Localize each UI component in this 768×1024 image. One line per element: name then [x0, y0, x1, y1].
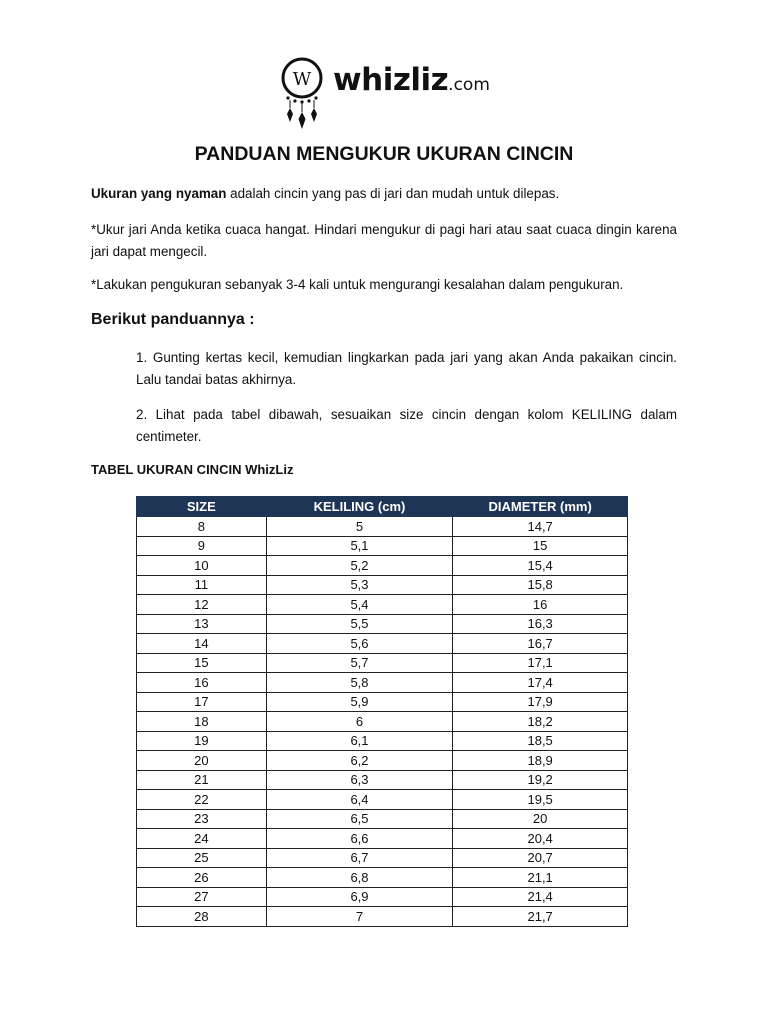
cell-size: 9 — [137, 536, 267, 556]
cell-circumference: 6,8 — [266, 868, 453, 888]
cell-size: 26 — [137, 868, 267, 888]
table-row — [137, 712, 628, 732]
table-row — [137, 751, 628, 771]
cell-diameter: 19,2 — [453, 770, 628, 790]
cell-circumference: 6,5 — [266, 809, 453, 829]
table-row — [137, 634, 628, 654]
cell-size: 11 — [137, 575, 267, 595]
cell-circumference: 5,1 — [266, 536, 453, 556]
cell-diameter: 21,4 — [453, 887, 628, 907]
table-row — [137, 614, 628, 634]
cell-diameter: 17,4 — [453, 673, 628, 693]
cell-diameter: 20,4 — [453, 829, 628, 849]
cell-size: 12 — [137, 595, 267, 615]
cell-diameter: 18,5 — [453, 731, 628, 751]
cell-size: 21 — [137, 770, 267, 790]
intro-bold: Ukuran yang nyaman — [91, 186, 227, 201]
cell-circumference: 5,3 — [266, 575, 453, 595]
cell-size: 17 — [137, 692, 267, 712]
header-diameter: DIAMETER (mm) — [453, 497, 628, 517]
cell-diameter: 15 — [453, 536, 628, 556]
cell-circumference: 6,6 — [266, 829, 453, 849]
table-row — [137, 653, 628, 673]
cell-circumference: 6,1 — [266, 731, 453, 751]
logo-letter: W — [292, 69, 312, 90]
cell-size: 19 — [137, 731, 267, 751]
cell-size: 8 — [137, 517, 267, 537]
cell-diameter: 19,5 — [453, 790, 628, 810]
cell-diameter: 20 — [453, 809, 628, 829]
table-row — [137, 770, 628, 790]
cell-circumference: 6,2 — [266, 751, 453, 771]
note-warm-weather: *Ukur jari Anda ketika cuaca hangat. Hindari mengukur di pagi hari atau saat cuaca dingin karena jari dapat mengecil. — [91, 222, 677, 259]
cell-circumference: 5,8 — [266, 673, 453, 693]
dreamcatcher-logo-icon — [276, 56, 328, 132]
table-row — [137, 517, 628, 537]
cell-circumference: 5,5 — [266, 614, 453, 634]
intro-rest: adalah cincin yang pas di jari dan mudah untuk dilepas. — [226, 186, 560, 201]
cell-diameter: 16 — [453, 595, 628, 615]
cell-diameter: 18,2 — [453, 712, 628, 732]
cell-diameter: 16,3 — [453, 614, 628, 634]
table-row — [137, 731, 628, 751]
table-row — [137, 848, 628, 868]
cell-diameter: 20,7 — [453, 848, 628, 868]
cell-circumference: 5 — [266, 517, 453, 537]
cell-circumference: 5,4 — [266, 595, 453, 615]
cell-size: 22 — [137, 790, 267, 810]
cell-size: 27 — [137, 887, 267, 907]
cell-diameter: 15,4 — [453, 556, 628, 576]
table-row — [137, 692, 628, 712]
cell-size: 24 — [137, 829, 267, 849]
cell-circumference: 5,6 — [266, 634, 453, 654]
cell-size: 18 — [137, 712, 267, 732]
cell-circumference: 6 — [266, 712, 453, 732]
guide-heading: Berikut panduannya : — [91, 311, 255, 328]
cell-circumference: 5,7 — [266, 653, 453, 673]
table-body — [137, 517, 628, 927]
table-row — [137, 536, 628, 556]
header-size: SIZE — [137, 497, 267, 517]
cell-diameter: 14,7 — [453, 517, 628, 537]
table-header-row — [137, 497, 628, 517]
cell-diameter: 21,7 — [453, 907, 628, 927]
cell-circumference: 6,4 — [266, 790, 453, 810]
cell-circumference: 6,3 — [266, 770, 453, 790]
table-row — [137, 887, 628, 907]
step-2: 2. Lihat pada tabel dibawah, sesuaikan size cincin dengan kolom KELILING dalam centimeter. — [136, 407, 677, 444]
cell-circumference: 5,9 — [266, 692, 453, 712]
cell-diameter: 16,7 — [453, 634, 628, 654]
cell-size: 28 — [137, 907, 267, 927]
cell-size: 10 — [137, 556, 267, 576]
cell-size: 14 — [137, 634, 267, 654]
table-row — [137, 575, 628, 595]
table-row — [137, 907, 628, 927]
intro-paragraph — [91, 183, 677, 205]
cell-size: 15 — [137, 653, 267, 673]
table-caption: TABEL UKURAN CINCIN WhizLiz — [91, 462, 294, 477]
cell-diameter: 21,1 — [453, 868, 628, 888]
table-row — [137, 868, 628, 888]
note-repeat-measure: *Lakukan pengukuran sebanyak 3-4 kali untuk mengurangi kesalahan dalam pengukuran. — [91, 277, 624, 292]
cell-circumference: 6,9 — [266, 887, 453, 907]
brand-wordmark — [333, 62, 490, 98]
cell-diameter: 18,9 — [453, 751, 628, 771]
cell-circumference: 5,2 — [266, 556, 453, 576]
cell-circumference: 7 — [266, 907, 453, 927]
table-row — [137, 595, 628, 615]
header-circumference: KELILING (cm) — [266, 497, 453, 517]
table-row — [137, 829, 628, 849]
brand-name: whizliz — [333, 62, 449, 98]
ring-size-table — [136, 496, 628, 927]
cell-size: 16 — [137, 673, 267, 693]
cell-diameter: 15,8 — [453, 575, 628, 595]
page-title: PANDUAN MENGUKUR UKURAN CINCIN — [194, 143, 574, 165]
table-row — [137, 556, 628, 576]
cell-size: 13 — [137, 614, 267, 634]
table-row — [137, 790, 628, 810]
cell-size: 20 — [137, 751, 267, 771]
cell-circumference: 6,7 — [266, 848, 453, 868]
step-1: 1. Gunting kertas kecil, kemudian lingkarkan pada jari yang akan Anda pakaikan cincin. Lalu tandai batas akhirnya. — [136, 350, 677, 387]
brand-logo — [276, 56, 496, 132]
cell-diameter: 17,9 — [453, 692, 628, 712]
cell-size: 25 — [137, 848, 267, 868]
cell-diameter: 17,1 — [453, 653, 628, 673]
table-row — [137, 809, 628, 829]
table-row — [137, 673, 628, 693]
brand-domain: .com — [448, 75, 490, 95]
cell-size: 23 — [137, 809, 267, 829]
